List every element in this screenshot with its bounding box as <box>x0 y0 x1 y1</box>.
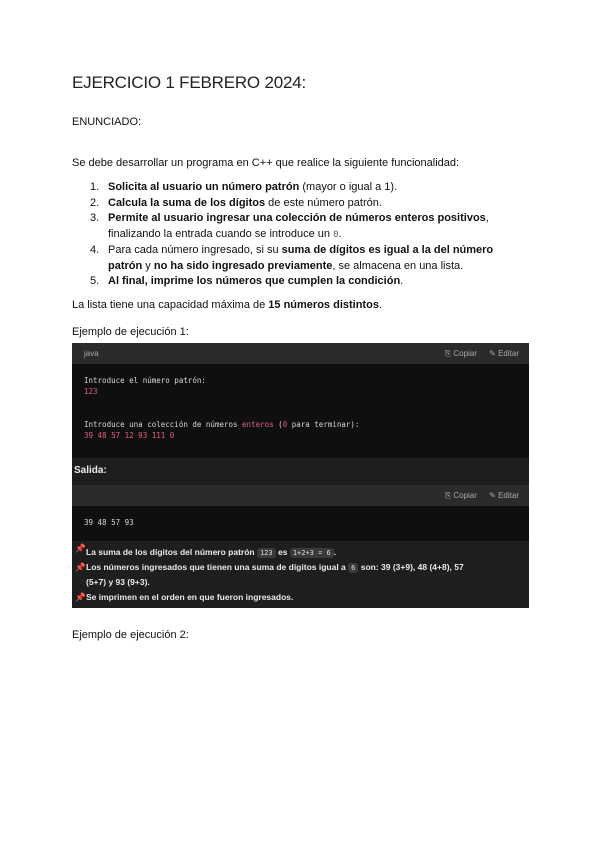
list-number: 4. <box>90 244 100 256</box>
edit-icon: ✎ <box>489 491 499 500</box>
list-item: 4. Para cada número ingresado, si su suma de dígitos es igual a la del número patrón y no ha sido ingresado previamente, se almacena en una lista. <box>90 244 494 272</box>
list-number: 1. <box>90 181 100 193</box>
intro-paragraph: Se debe desarrollar un programa en C++ que realice la siguiente funcionalidad: <box>72 157 460 169</box>
code-block-header <box>72 485 529 506</box>
salida-bar <box>72 458 529 485</box>
inline-code: 123 <box>257 548 276 558</box>
pin-icon: 📌 <box>75 543 86 553</box>
list-item: 5. Al final, imprime los números que cumplen la condición. <box>72 274 522 290</box>
code-line: 39 48 57 12 93 111 0 <box>84 431 175 440</box>
code-block-input <box>72 343 529 458</box>
code-line: 39 48 57 93 <box>84 518 134 527</box>
list-number: 3. <box>90 212 100 224</box>
copy-button[interactable]: ⎘ Copiar <box>444 349 477 358</box>
inline-code: 6 <box>348 563 358 573</box>
note-item: 📌 La suma de los dígitos del número patrón 123 es 1+2+3 = 6 . <box>75 543 337 557</box>
code-line: 123 <box>84 387 98 396</box>
page-title: EJERCICIO 1 FEBRERO 2024: <box>72 73 307 92</box>
explanation-notes <box>72 541 529 608</box>
edit-button[interactable]: ✎ Editar <box>489 349 519 358</box>
list-number: 5. <box>90 275 100 287</box>
capacity-paragraph: La lista tiene una capacidad máxima de 15 números distintos. <box>72 299 382 311</box>
pin-icon: 📌 <box>75 562 86 572</box>
code-block-body <box>72 506 529 541</box>
note-item: 📌 Se imprimen en el orden en que fueron ingresados. <box>72 590 529 605</box>
code-line: Introduce el número patrón: <box>84 376 206 385</box>
steps-list <box>72 180 522 290</box>
list-item: 1. Solicita al usuario un número patrón (mayor o igual a 1). <box>72 180 522 196</box>
pin-icon: 📌 <box>75 592 86 602</box>
inline-code: 1+2+3 = 6 <box>290 548 334 558</box>
enunciado-heading: ENUNCIADO: <box>72 116 142 128</box>
edit-button[interactable]: ✎ Editar <box>489 491 519 500</box>
code-language-label: java <box>84 349 99 358</box>
code-block-body <box>72 364 529 454</box>
example-1-label: Ejemplo de ejecución 1: <box>72 326 189 338</box>
salida-heading: Salida: <box>74 465 107 476</box>
copy-icon: ⎘ <box>444 349 454 358</box>
inline-code: 0 <box>333 229 339 240</box>
copy-icon: ⎘ <box>444 491 454 500</box>
list-number: 2. <box>90 196 100 209</box>
copy-button[interactable]: ⎘ Copiar <box>444 491 477 500</box>
list-item: 3. Permite al usuario ingresar una colección de números enteros positivos, finalizando la entrada cuando se introduce un 0. <box>90 212 489 240</box>
code-block-output <box>72 485 529 541</box>
code-line: Introduce una colección de números enteros (0 para terminar): <box>84 420 360 429</box>
list-item: 2. Calcula la suma de los dígitos de este número patrón. <box>72 196 522 212</box>
example-2-label: Ejemplo de ejecución 2: <box>72 629 189 641</box>
note-item: 📌 Los números ingresados que tienen una suma de dígitos igual a 6 son: 39 (3+9), 48 (4+8), 57 (5+7) y 93 (9+3). <box>75 562 464 587</box>
edit-icon: ✎ <box>489 349 499 358</box>
code-block-header <box>72 343 529 364</box>
